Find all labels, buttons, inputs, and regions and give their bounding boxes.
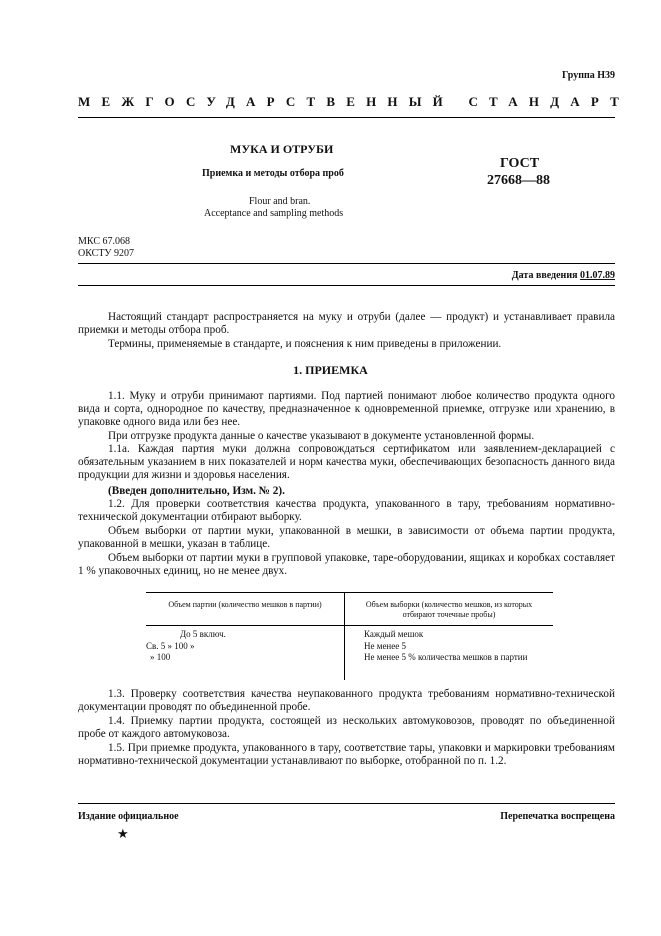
gost-number: 27668—88	[487, 173, 550, 188]
paragraph-shipment: При отгрузке продукта данные о качестве указывают в документе установленной формы.	[108, 430, 535, 442]
paragraph-sample-group: Объем выборки от партии муки в групповой упаковке, таре-оборудовании, ящиках и коробках составляет 1 % упаковочных единиц, но не менее двух.	[78, 552, 615, 578]
table-cell-lot: » 100	[150, 652, 171, 662]
subtitle-en: Acceptance and sampling methods	[204, 208, 344, 219]
paragraph-1-2: 1.2. Для проверки соответствия качества продукта, упакованного в тару, требованиям нормативно-технической документации отбирают выборку.	[78, 498, 615, 524]
sampling-table	[146, 592, 553, 680]
footer-rule	[78, 803, 615, 804]
paragraph-1-1a: 1.1а. Каждая партия муки должна сопровождаться сертификатом или заявлением-декларацией с обязательным указанием в них показателей и норм качества муки, обеспечивающих безопасность данного вида продукции для жизни и здоровья населения.	[78, 443, 615, 482]
paragraph-sample-bags: Объем выборки от партии муки, упакованной в мешки, в зависимости от объема партии продукта, упакованной в мешки, указан в таблице.	[78, 525, 615, 551]
intro-paragraph: Настоящий стандарт распространяется на муку и отруби (далее — продукт) и устанавливает правила приемки и методы отбора проб.	[78, 311, 615, 337]
mks-code: МКС 67.068	[78, 236, 130, 247]
table-cell-lot: До 5 включ.	[180, 629, 226, 639]
amendment-note: (Введен дополнительно, Изм. № 2).	[108, 485, 285, 497]
effective-date	[512, 270, 615, 281]
reprint-prohibited: Перепечатка воспрещена	[500, 811, 615, 822]
official-edition: Издание официальное	[78, 811, 179, 822]
standard-banner: МЕЖГОСУДАРСТВЕННЫЙ СТАНДАРТ	[78, 94, 631, 109]
paragraph-1-3: 1.3. Проверку соответствия качества неупакованного продукта требованиям нормативно-технической документации проводят по объединенной пробе.	[78, 688, 615, 714]
gost-label: ГОСТ	[500, 156, 540, 171]
table-column-divider	[344, 592, 345, 680]
effective-date-value: 01.07.89	[580, 270, 615, 281]
table-header-sample: Объем выборки (количество мешков, из которых отбирают точечные пробы)	[365, 600, 533, 619]
okstu-code: ОКСТУ 9207	[78, 248, 135, 259]
effective-date-label: Дата введения	[511, 270, 578, 281]
date-rule-bottom	[78, 285, 615, 286]
title-en: Flour and bran.	[249, 196, 311, 207]
table-cell-sample: Не менее 5	[364, 641, 406, 651]
paragraph-1-4: 1.4. Приемку партии продукта, состоящей из нескольких автомуковозов, проводят по объединенной пробе от каждого автомуковоза.	[78, 715, 615, 741]
subtitle-ru: Приемка и методы отбора проб	[202, 168, 344, 179]
group-code: Группа Н39	[562, 70, 615, 81]
paragraph-1-5: 1.5. При приемке продукта, упакованного в тару, соответствие тары, упаковки и маркировки требованиям нормативно-технической документации устанавливают по выборке, отобранной по п. 1.2.	[78, 742, 615, 768]
title-ru: МУКА И ОТРУБИ	[230, 142, 334, 156]
header-rule	[78, 117, 615, 118]
table-top-rule	[146, 592, 553, 593]
table-cell-sample: Не менее 5 % количества мешков в партии	[364, 652, 528, 662]
section-heading: 1. ПРИЕМКА	[293, 363, 368, 377]
table-header-rule	[146, 625, 553, 626]
table-cell-lot: Св. 5 » 100 »	[146, 641, 195, 651]
paragraph-1-1: 1.1. Муку и отруби принимают партиями. Под партией понимают любое количество продукта одного вида и сорта, однородное по качеству, предназначенное к одновременной приемке, отгрузке или хранению, в упаковке одного вида или без нее.	[78, 390, 615, 429]
intro-terms-paragraph: Термины, применяемые в стандарте, и пояснения к ним приведены в приложении.	[108, 338, 502, 350]
star-icon: ★	[117, 826, 129, 841]
table-cell-sample: Каждый мешок	[364, 629, 424, 639]
table-header-lot: Объем партии (количество мешков в партии)	[168, 600, 322, 609]
date-rule-top	[78, 263, 615, 264]
